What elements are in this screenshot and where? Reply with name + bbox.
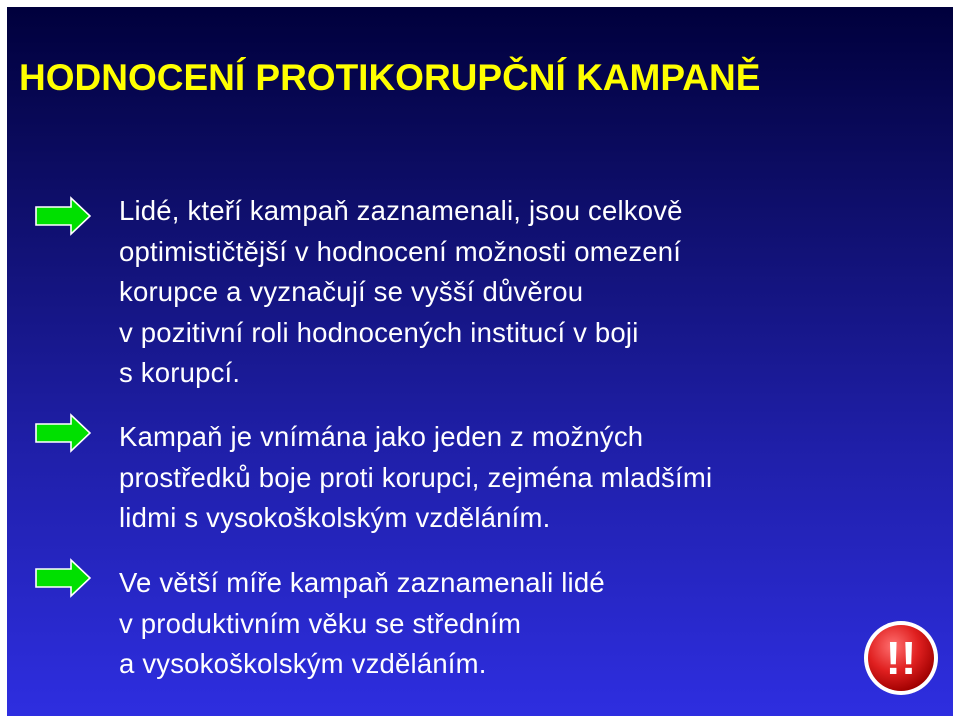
text-line: lidmi s vysokoškolským vzděláním.	[119, 502, 551, 533]
text-line: Kampaň je vnímána jako jeden z možných	[119, 421, 644, 452]
green-arrow-icon	[35, 558, 91, 598]
green-arrow-icon	[35, 196, 91, 236]
text-line: korupce a vyznačují se vyšší důvěrou	[119, 276, 584, 307]
green-arrow-icon	[35, 413, 91, 453]
text-line: optimističtější v hodnocení možnosti omezení	[119, 235, 682, 267]
bullet-text-1	[119, 191, 919, 394]
bullet-text-3	[119, 563, 919, 685]
text-line: Ve větší míře kampaň zaznamenali lidé	[119, 567, 605, 598]
badge-text: !!	[885, 632, 917, 684]
slide	[7, 7, 953, 716]
text-line: v produktivním věku se středním	[119, 607, 522, 639]
bullet-text-2	[119, 417, 919, 539]
text-line: Lidé, kteří kampaň zaznamenali, jsou celkově	[119, 195, 683, 226]
text-line: v pozitivní roli hodnocených institucí v boji	[119, 316, 639, 348]
text-line: a vysokoškolským vzděláním.	[119, 648, 487, 679]
double-exclamation-icon	[861, 618, 941, 698]
text-line: prostředků boje proti korupci, zejména mladšími	[119, 461, 713, 493]
text-line: s korupcí.	[119, 357, 241, 388]
slide-title: HODNOCENÍ PROTIKORUPČNÍ KAMPANĚ	[19, 57, 761, 98]
